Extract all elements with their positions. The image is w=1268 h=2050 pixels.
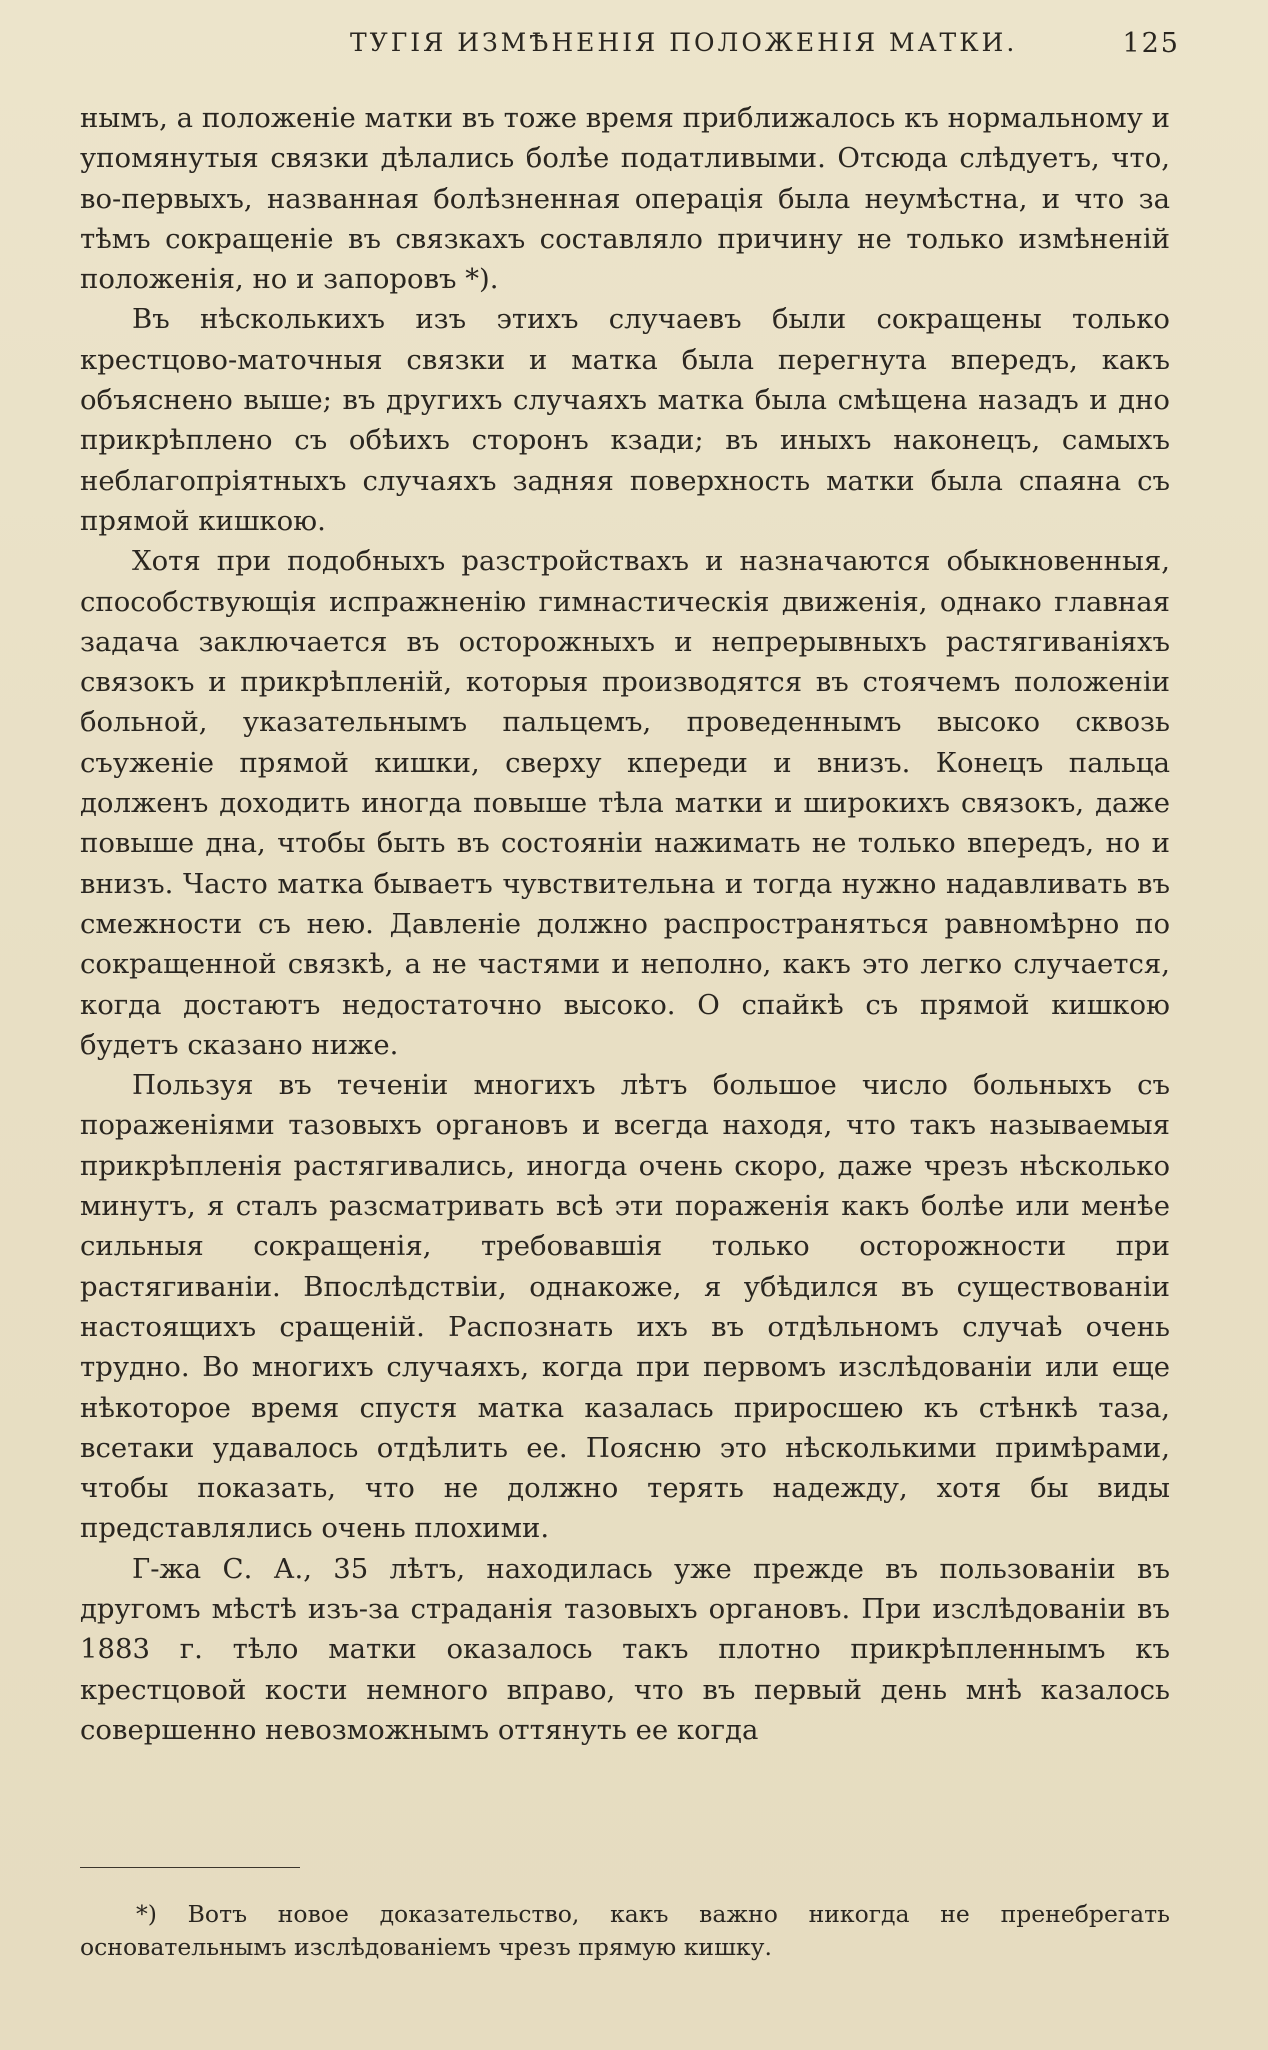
- footnote-marker: *): [136, 1900, 157, 1928]
- page-number: 125: [1122, 28, 1180, 59]
- paragraph: Г-жа С. А., 35 лѣтъ, находилась уже прежде въ пользованіи въ другомъ мѣстѣ изъ-за страданія тазовыхъ органовъ. При изслѣдованіи въ 1883 г. тѣло матки оказалось такъ плотно прикрѣпленнымъ къ крестцовой кости немного вправо, что въ первый день мнѣ казалось совершенно невозможнымъ оттянуть ее когда: [80, 1552, 1170, 1746]
- paragraph: Хотя при подобныхъ разстройствахъ и назначаются обыкновенныя, способствующія испражненію гимнастическія движенія, однако главная задача заключается въ осторожныхъ и непрерывныхъ растягиваніяхъ связокъ и прикрѣпленій, которыя производятся въ стоячемъ положеніи больной, указательнымъ пальцемъ, проведеннымъ высоко сквозь съуженіе прямой кишки, сверху кпереди и внизъ. Конецъ пальца долженъ доходить иногда повыше тѣла матки и широкихъ связокъ, даже повыше дна, чтобы быть въ состояніи нажимать не только впередъ, но и внизъ. Часто матка бываетъ чувствительна и тогда нужно надавливать въ смежности съ нею. Давленіе должно распространяться равномѣрно по сокращенной связкѣ, а не частями и неполно, какъ это легко случается, когда достаютъ недостаточно высоко. О спайкѣ съ прямой кишкою будетъ сказано ниже.: [80, 545, 1170, 1061]
- footnote-text: Вотъ новое доказательство, какъ важно никогда не пренебрегать основательнымъ изслѣдованіемъ чрезъ прямую кишку.: [80, 1900, 1170, 1961]
- paragraph: Въ нѣсколькихъ изъ этихъ случаевъ были сокращены только крестцово-маточныя связки и матка была перегнута впередъ, какъ объяснено выше; въ другихъ случаяхъ матка была смѣщена назадъ и дно прикрѣплено съ обѣихъ сторонъ кзади; въ иныхъ наконецъ, самыхъ неблагопріятныхъ случаяхъ задняя поверхность матки была спаяна съ прямой кишкою.: [80, 303, 1170, 537]
- footnote-divider: [80, 1867, 300, 1868]
- footnote: [80, 1898, 1170, 1964]
- body-text: [80, 98, 1170, 1750]
- paragraph: Пользуя въ теченіи многихъ лѣтъ большое число больныхъ съ пораженіями тазовыхъ органовъ и всегда находя, что такъ называемыя прикрѣпленія растягивались, иногда очень скоро, даже чрезъ нѣсколько минутъ, я сталъ разсматривать всѣ эти пораженія какъ болѣе или менѣе сильныя сокращенія, требовавшія только осторожности при растягиваніи. Впослѣдствіи, однакоже, я убѣдился въ существованіи настоящихъ сращеній. Распознать ихъ въ отдѣльномъ случаѣ очень трудно. Во многихъ случаяхъ, когда при первомъ изслѣдованіи или еще нѣкоторое время спустя матка казалась приросшею къ стѣнкѣ таза, всетаки удавалось отдѣлить ее. Поясню это нѣсколькими примѣрами, чтобы показать, что не должно терять надежду, хотя бы виды представлялись очень плохими.: [80, 1069, 1170, 1545]
- paragraph-continuation: нымъ, а положеніе матки въ тоже время приближалось къ нормальному и упомянутыя связки дѣлались болѣе податливыми. Отсюда слѣдуетъ, что, во-первыхъ, названная болѣзненная операція была неумѣстна, и что за тѣмъ сокращеніе въ связкахъ составляло причину не только измѣненій положенія, но и запоровъ *).: [80, 102, 1170, 296]
- running-head: [80, 28, 1180, 68]
- chapter-title: ТУГІЯ ИЗМѢНЕНІЯ ПОЛОЖЕНІЯ МАТКИ.: [350, 28, 1018, 57]
